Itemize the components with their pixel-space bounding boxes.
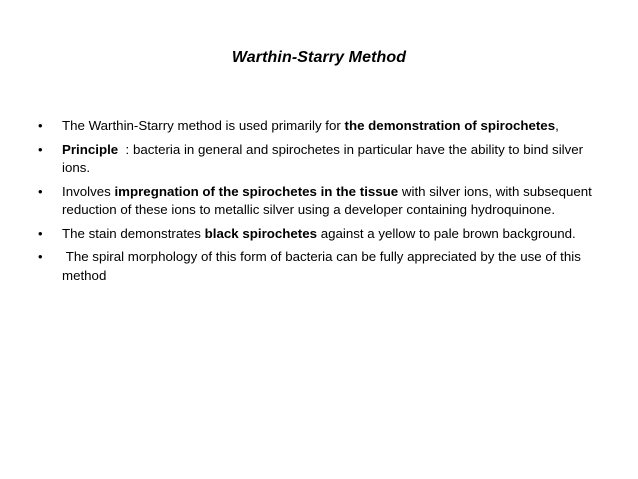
bullet-list bbox=[38, 117, 606, 290]
bullet-text-emphasis: black spirochetes bbox=[204, 225, 317, 241]
bullet-text-segment: with silver ions, with subsequent reduction of these ions to metallic silver using a developer containing hydroquinone. bbox=[62, 183, 592, 217]
bullet-text-segment: : bacteria in general and spirochetes in particular have the ability to bind silver ions. bbox=[62, 141, 587, 175]
bullet-dot-icon: • bbox=[38, 183, 43, 199]
bullet-dot-icon: • bbox=[38, 249, 43, 264]
bullet-text-emphasis: the demonstration of spirochetes bbox=[344, 118, 556, 133]
slide-title: Warthin-Starry Method bbox=[231, 49, 407, 66]
bullet-text-segment: against a yellow to pale brown background. bbox=[317, 225, 576, 241]
bullet-item bbox=[38, 141, 606, 178]
bullet-item bbox=[38, 225, 606, 244]
bullet-text bbox=[62, 226, 576, 241]
bullet-text-segment: Involves bbox=[62, 183, 115, 199]
bullet-dot-icon: • bbox=[38, 118, 43, 133]
bullet-text-segment: The Warthin-Starry method is used primarily for bbox=[62, 118, 345, 133]
bullet-text-segment: The spiral morphology of this form of bacteria can be fully appreciated by the use of this method bbox=[62, 249, 585, 283]
bullet-text bbox=[62, 142, 587, 176]
bullet-item bbox=[38, 183, 606, 220]
bullet-text bbox=[62, 118, 559, 133]
bullet-item bbox=[38, 117, 606, 136]
bullet-dot-icon: • bbox=[38, 225, 43, 241]
bullet-dot-icon: • bbox=[38, 141, 43, 157]
bullet-text bbox=[62, 184, 592, 218]
bullet-text-segment: , bbox=[555, 118, 559, 133]
bullet-item bbox=[38, 248, 606, 285]
bullet-text bbox=[62, 249, 585, 283]
bullet-text-segment: The stain demonstrates bbox=[62, 225, 205, 241]
bullet-text-emphasis: Principle bbox=[62, 141, 119, 157]
bullet-text-emphasis: impregnation of the spirochetes in the tissue bbox=[114, 183, 399, 199]
